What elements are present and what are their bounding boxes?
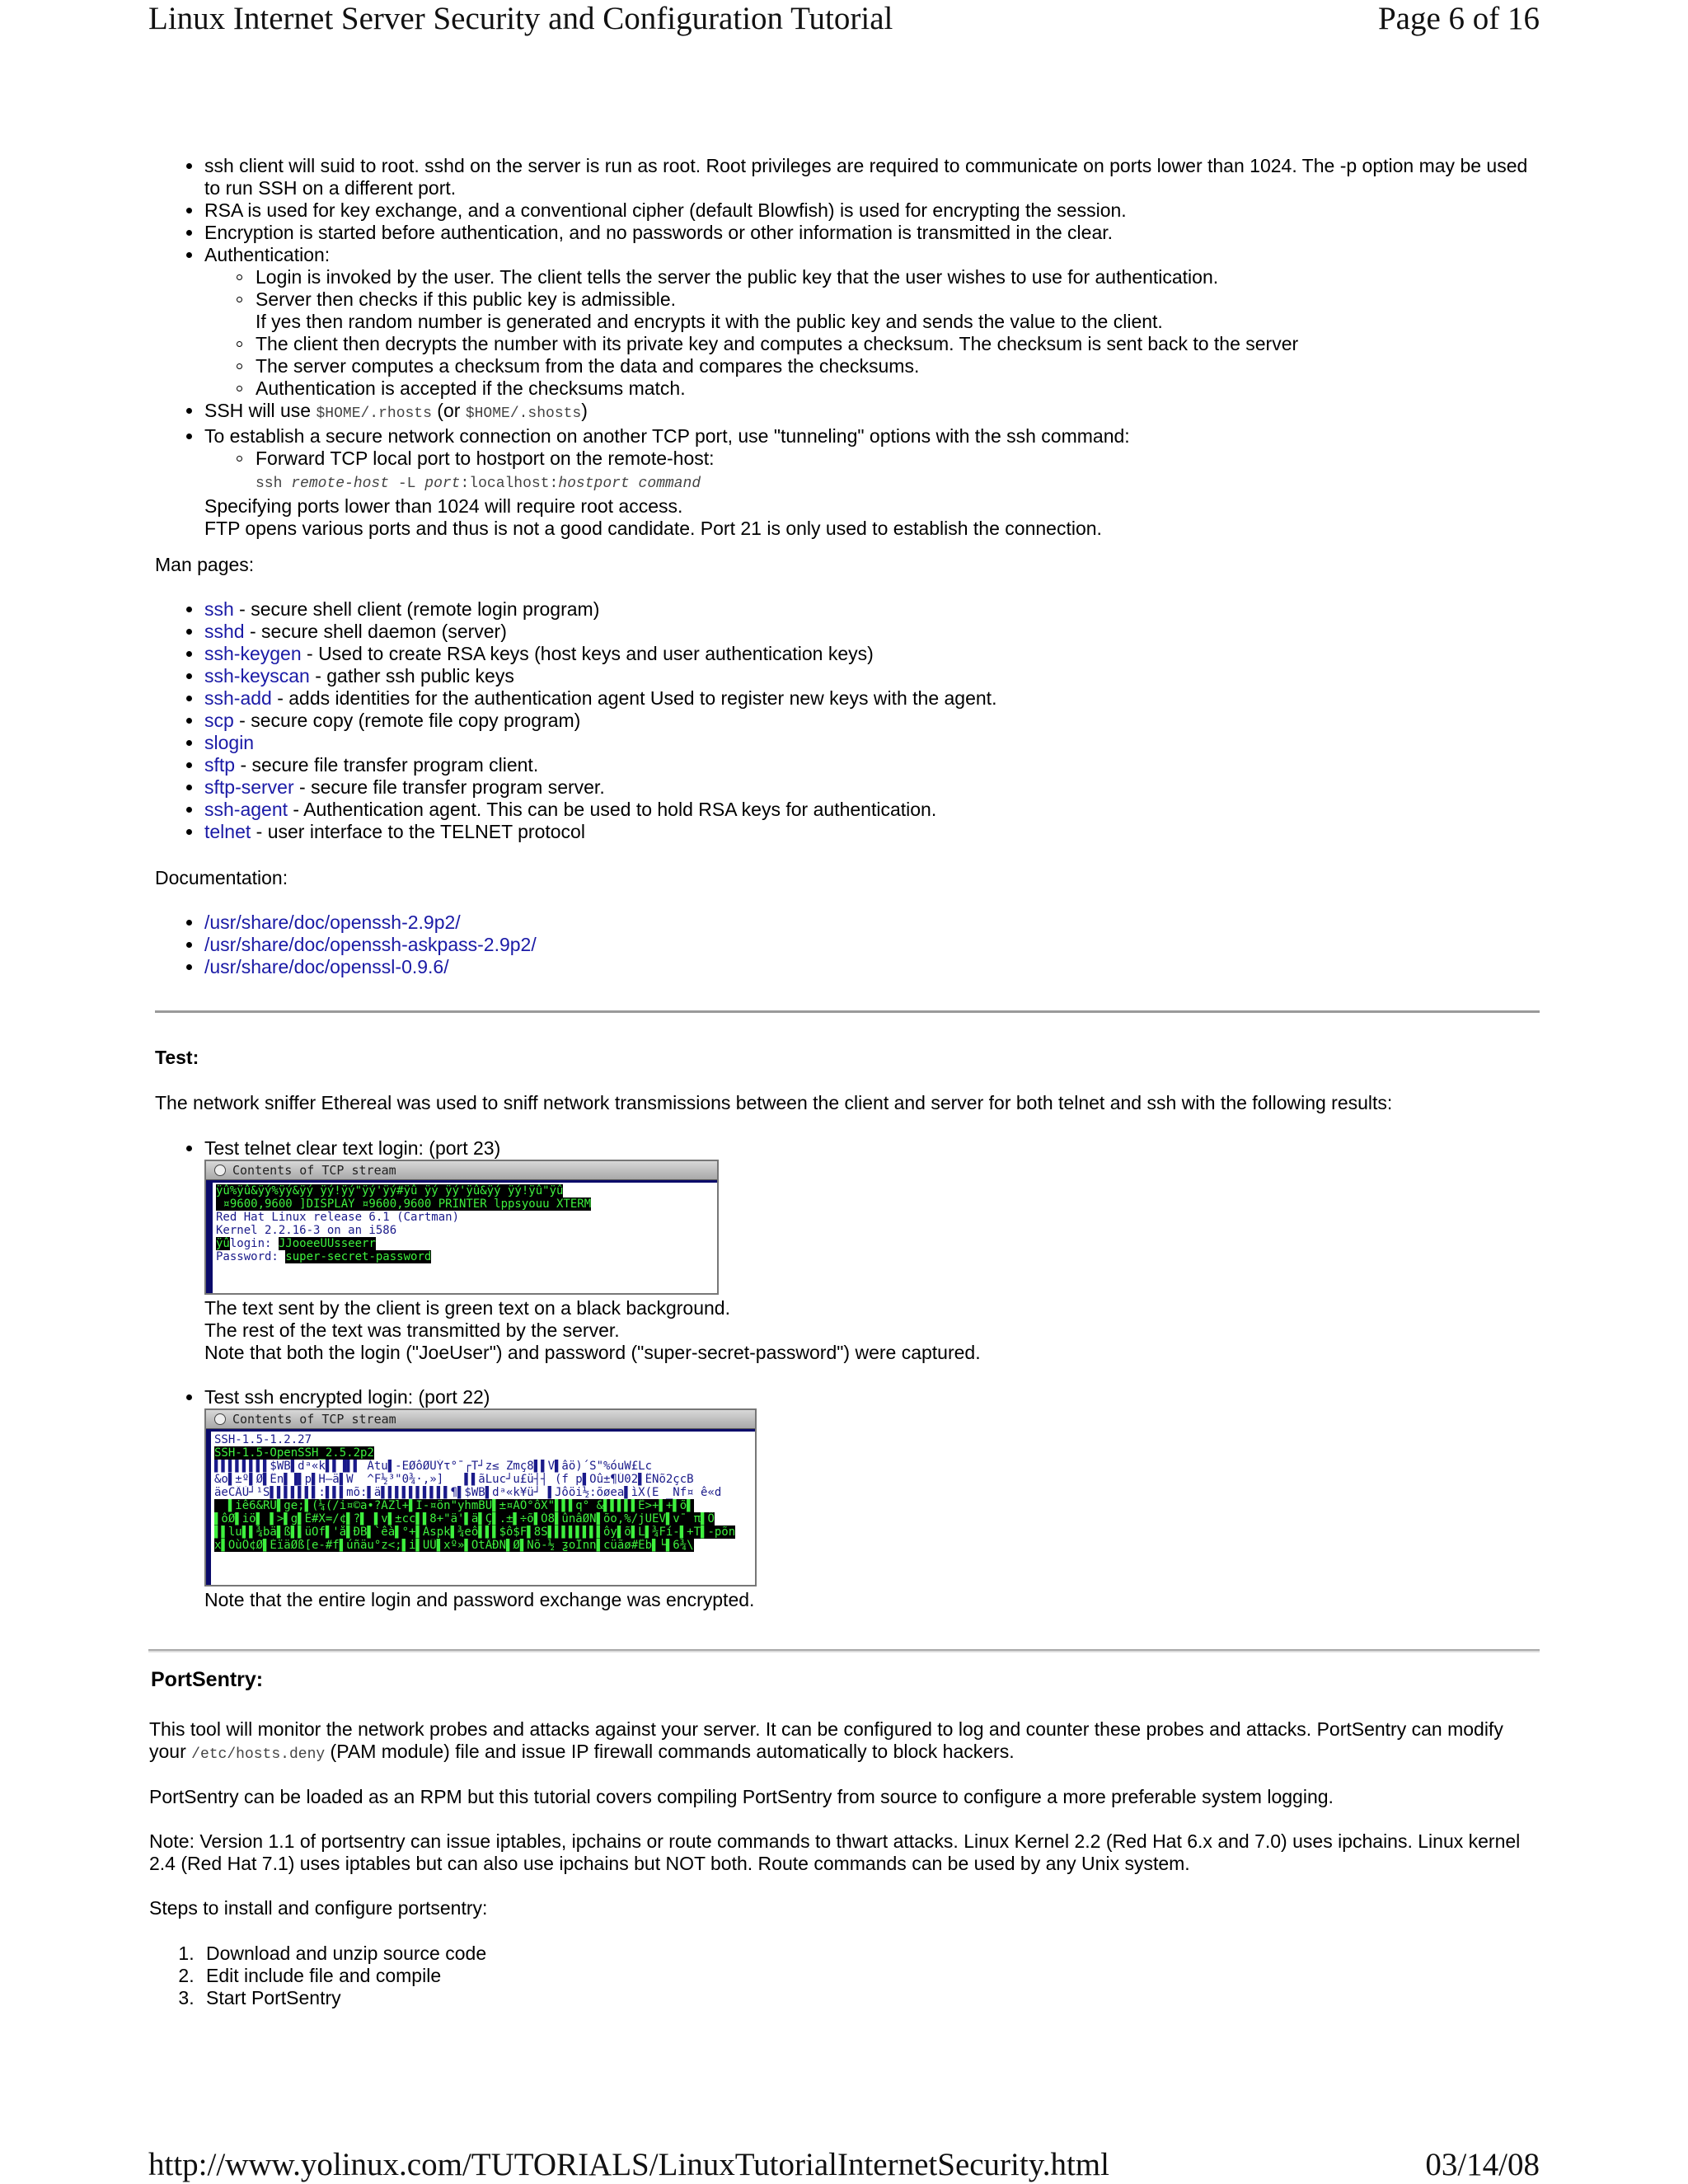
man-page-item xyxy=(204,754,1540,776)
client-text: ÿû%ÿû&ÿý%ÿý&ÿý ÿý!ÿý"ÿý'ÿý#ÿû ÿý ÿý'ÿû&ÿý ÿý!ÿû"ÿû xyxy=(216,1184,564,1197)
server-text: Password: xyxy=(216,1250,286,1263)
ssh-tcp-stream-screenshot xyxy=(204,1408,757,1586)
client-text: ▌iê6&RU▌ge;▌(¼(/i¤©a•?ÃZl+▌I-¤ön"yhmBU▌±¤ÃÔ°ôX"▌▌▌q° &▌▌▌▌▌Ê>+▌+▌õ▌ xyxy=(214,1499,694,1512)
page-number: Page 6 of 16 xyxy=(1377,1,1540,36)
man-page-item xyxy=(204,665,1540,687)
command-part: ssh xyxy=(256,476,292,492)
sublist-item-text: Login is invoked by the user. The client tells the server the public key that the user wishes to use for authentication. xyxy=(256,266,1219,288)
client-text: ¤9600,9600 ]DISPLAY ¤9600,9600 PRINTER lppsyouu XTERM xyxy=(216,1197,592,1211)
paragraph: FTP opens various ports and thus is not a good candidate. Port 21 is only used to establish the connection. xyxy=(204,518,1102,539)
list-item xyxy=(204,222,1540,244)
sublist-item-text: The server computes a checksum from the data and compares the checksums. xyxy=(256,355,920,377)
stream-line xyxy=(214,1526,752,1539)
window-titlebar xyxy=(206,1410,755,1429)
tunnel-command xyxy=(256,476,701,492)
man-pages-heading: Man pages: xyxy=(155,554,255,575)
window-title: Contents of TCP stream xyxy=(232,1412,396,1427)
window-titlebar xyxy=(206,1161,717,1180)
client-text: ▌ôØ▌iö▌ ▌>▌g▌Ë#X=/¢▌?▌ ▌v▌±cc▌▌8+"ä'▌ä▌Ç▌.±▌÷õ▌Ó8▌ûnâØN▌õo,%/jUEV▌v¯ π▌Ô xyxy=(214,1512,715,1526)
command-part: -L xyxy=(389,476,425,492)
stream-line: Kernel 2.2.16-3 on an i586 xyxy=(216,1224,397,1237)
man-page-desc: - gather ssh public keys xyxy=(309,665,514,687)
man-link-telnet[interactable]: telnet xyxy=(204,821,251,842)
man-page-item xyxy=(204,732,1540,754)
step-text: Download and unzip source code xyxy=(206,1943,487,1964)
portsentry-paragraph-1 xyxy=(149,1718,1542,1766)
doc-item xyxy=(204,956,1540,978)
man-page-item xyxy=(204,643,1540,665)
telnet-test xyxy=(204,1137,1540,1160)
section-divider xyxy=(155,1010,1540,1013)
list-item-text: RSA is used for key exchange, and a conventional cipher (default Blowfish) is used for encrypting the session. xyxy=(204,199,1127,221)
ssh-notes-section xyxy=(204,155,1540,540)
man-page-desc: - user interface to the TELNET protocol xyxy=(251,821,585,842)
portsentry-paragraph-2: PortSentry can be loaded as an RPM but this tutorial covers compiling PortSentry from source to configure a more preferable system logging. xyxy=(149,1786,1334,1807)
sublist-item-text: Forward TCP local port to hostport on the remote-host: xyxy=(256,448,715,469)
sublist-item xyxy=(256,333,1540,355)
section-divider xyxy=(148,1649,1540,1652)
step-text: Edit include file and compile xyxy=(206,1965,442,1986)
document-title: Linux Internet Server Security and Configuration Tutorial xyxy=(148,1,893,36)
man-page-desc: - secure file transfer program server. xyxy=(293,776,605,798)
paragraph: The text sent by the client is green text on a black background. xyxy=(204,1297,730,1319)
tcp-stream-content xyxy=(213,1183,717,1295)
sublist-item xyxy=(256,377,1540,400)
code-shosts: $HOME/.shosts xyxy=(465,405,582,422)
list-item-text: Authentication: xyxy=(204,244,331,265)
step-text: Start PortSentry xyxy=(206,1987,341,2008)
list-item-text: SSH will use xyxy=(204,400,316,421)
man-page-item xyxy=(204,687,1540,710)
stream-line: Red Hat Linux release 6.1 (Cartman) xyxy=(216,1211,460,1224)
step-item xyxy=(199,1965,486,1987)
man-link-ssh-add[interactable]: ssh-add xyxy=(204,687,272,709)
sublist-item-text: Server then checks if this public key is admissible. xyxy=(256,288,677,310)
stream-line xyxy=(216,1237,714,1250)
list-item-text: To establish a secure network connection on another TCP port, use "tunneling" options with the ssh command: xyxy=(204,425,1130,447)
print-date: 03/14/08 xyxy=(1425,2147,1540,2182)
stream-line xyxy=(214,1539,752,1552)
ssh-note: Note that the entire login and password exchange was encrypted. xyxy=(204,1589,755,1610)
test-heading: Test: xyxy=(155,1047,199,1068)
man-link-sshd[interactable]: sshd xyxy=(204,621,245,642)
list-item-text: (or xyxy=(431,400,466,421)
portsentry-heading: PortSentry: xyxy=(151,1668,264,1691)
man-page-desc: - Authentication agent. This can be used to hold RSA keys for authentication. xyxy=(288,799,937,820)
paragraph-text: (PAM module) file and issue IP firewall commands automatically to block hackers. xyxy=(325,1741,1015,1762)
sublist-item xyxy=(256,355,1540,377)
client-text: ▌▌lu▌▌¾bä▌ß▌▌üÖf▌'å▌ÐB▌`êà▌°+▌Àspk▌¾eô▌▌▌$ô$F▌8S▌▌▌▌▌▌▌▌ôy▌õ▌L▌¾Fí-▌+T▌-põn xyxy=(214,1526,736,1539)
man-link-sftp-server[interactable]: sftp-server xyxy=(204,776,294,798)
list-item-text: Test telnet clear text login: (port 23) xyxy=(204,1137,501,1159)
list-item xyxy=(204,1386,1540,1408)
paragraph-text: This tool will monitor the network probes and attacks against your server. It can be configured to log and counter these probes and attacks. PortSentry can modify your xyxy=(149,1718,1503,1762)
list-item xyxy=(204,199,1540,222)
server-text: login: xyxy=(229,1237,279,1250)
step-item xyxy=(199,1943,486,1965)
steps-list xyxy=(191,1943,486,2009)
man-link-sftp[interactable]: sftp xyxy=(204,754,236,776)
paragraph: The rest of the text was transmitted by the server. xyxy=(204,1319,620,1341)
doc-link-openssh[interactable]: /usr/share/doc/openssh-2.9p2/ xyxy=(204,912,461,933)
man-link-scp[interactable]: scp xyxy=(204,710,234,731)
stream-line xyxy=(216,1197,714,1211)
list-item xyxy=(204,425,1540,540)
step-item xyxy=(199,1987,486,2009)
stream-line: ▌▌▌▌▌▌▌▌$WB▌dᵃ«k▌▌▐▌▌ Átu▌-EØôØUÝτ°¯┌T┘z≤ Zmç8▌▌V▌âö)´S"%óuW£Lc xyxy=(214,1460,653,1473)
telnet-tcp-stream-screenshot xyxy=(204,1160,719,1295)
man-pages-section xyxy=(204,598,1540,843)
list-item-text: Test ssh encrypted login: (port 22) xyxy=(204,1386,490,1408)
man-page-item xyxy=(204,598,1540,621)
sublist-item xyxy=(256,266,1540,288)
window-title: Contents of TCP stream xyxy=(232,1163,396,1178)
doc-item xyxy=(204,912,1540,934)
stream-line xyxy=(216,1250,714,1263)
client-text: JJooeeUUsseerr xyxy=(278,1237,376,1250)
page-url: http://www.yolinux.com/TUTORIALS/LinuxTutorialInternetSecurity.html xyxy=(148,2147,1109,2182)
stream-line xyxy=(216,1184,714,1197)
man-link-slogin[interactable]: slogin xyxy=(204,732,255,753)
man-page-desc: - secure file transfer program client. xyxy=(235,754,539,776)
ssh-test xyxy=(204,1386,1540,1408)
sublist-item-text: Authentication is accepted if the checksums match. xyxy=(256,377,686,399)
list-item xyxy=(204,244,1540,400)
man-page-item xyxy=(204,776,1540,799)
test-intro: The network sniffer Ethereal was used to sniff network transmissions between the client and server for both telnet and ssh with the following results: xyxy=(155,1092,1393,1113)
stream-line xyxy=(214,1446,752,1460)
command-part: :localhost: xyxy=(460,476,559,492)
window-menu-icon xyxy=(214,1165,226,1176)
man-page-item xyxy=(204,710,1540,732)
man-link-ssh-keyscan[interactable]: ssh-keyscan xyxy=(204,665,310,687)
stream-line xyxy=(214,1499,752,1512)
doc-link-openssl[interactable]: /usr/share/doc/openssl-0.9.6/ xyxy=(204,956,449,977)
client-text: ÿû xyxy=(216,1237,230,1250)
list-item-text: ) xyxy=(581,400,588,421)
paragraph: Specifying ports lower than 1024 will require root access. xyxy=(204,495,683,517)
sublist-item-text: The client then decrypts the number with its private key and computes a checksum. The checksum is sent back to the server xyxy=(256,333,1299,354)
list-item xyxy=(204,400,1540,425)
code-hosts-deny: /etc/hosts.deny xyxy=(191,1746,326,1763)
man-page-desc: - Used to create RSA keys (host keys and user authentication keys) xyxy=(301,643,874,664)
sublist-item-text: If yes then random number is generated and encrypts it with the public key and sends the value to the client. xyxy=(256,311,1163,332)
doc-link-openssh-askpass[interactable]: /usr/share/doc/openssh-askpass-2.9p2/ xyxy=(204,934,537,955)
list-item-text: Encryption is started before authentication, and no passwords or other information is transmitted in the clear. xyxy=(204,222,1114,243)
sublist-item xyxy=(256,448,1540,495)
command-part: port xyxy=(424,476,461,492)
man-link-ssh-agent[interactable]: ssh-agent xyxy=(204,799,288,820)
tcp-stream-content xyxy=(211,1432,755,1586)
paragraph: Note that both the login ("JoeUser") and password ("super-secret-password") were captured. xyxy=(204,1342,981,1363)
client-text: SSH-1.5-OpenSSH_2.5.2p2 xyxy=(214,1446,374,1460)
doc-item xyxy=(204,934,1540,956)
man-page-desc: - secure shell client (remote login program) xyxy=(233,598,600,620)
telnet-notes xyxy=(204,1297,981,1364)
man-page-desc: - secure copy (remote file copy program) xyxy=(233,710,581,731)
stream-line: &o▌±º▌Ø▌Ên▌▐▌p▌H–ä▌W ^F½³"0¾·,»] ▌▌ãLuc┘u£ü┤┤ (f p▌Öû±¶Ú02▌ÊNõ2çcB xyxy=(214,1473,694,1486)
man-link-ssh-keygen[interactable]: ssh-keygen xyxy=(204,643,302,664)
code-rhosts: $HOME/.rhosts xyxy=(316,405,432,422)
client-text: super-secret-password xyxy=(285,1250,432,1263)
documentation-section xyxy=(204,912,1540,978)
man-page-desc: - secure shell daemon (server) xyxy=(244,621,507,642)
man-page-item xyxy=(204,821,1540,843)
stream-line: SSH-1.5-1.2.27 xyxy=(214,1433,312,1446)
client-text: x▌ÖùÔ¢Ø▌ÉïäØß[e-#f▌úñäu°z<;▌i▌UÛ▌xº»▌ÖtÂÐN▌Ø▌Nõ-½ ƺoÏnn▌cüãø#Ëb▌└▌6¾\ xyxy=(214,1539,694,1552)
man-page-desc: - adds identities for the authentication agent Used to register new keys with the agent. xyxy=(271,687,997,709)
portsentry-paragraph-3: Note: Version 1.1 of portsentry can issue iptables, ipchains or route commands to thwart attacks. Linux Kernel 2.2 (Red Hat 6.x and 7.0) uses ipchains. Linux kernel 2.4 (Red Hat 7.1) uses iptables but can also use ipchains but NOT both. Route commands can be used by any Unix system. xyxy=(149,1830,1521,1874)
list-item-text: ssh client will suid to root. sshd on the server is run as root. Root privileges are required to communicate on ports lower than 1024. The -p option may be used to run SSH on a different port. xyxy=(204,155,1528,199)
man-link-ssh[interactable]: ssh xyxy=(204,598,234,620)
man-page-item xyxy=(204,621,1540,643)
stream-line: äeCÂÙ┘¹S▌▌▌▌▌▌▌:▌▌▌mõ:▌ä▌▌▌▌▌▌▌▌▌▌¶▌$WB▌dᵃ«k¥ü┘ ▌Jôöi½:õøea▌ìX(E _Nf¤ ê«d xyxy=(214,1486,722,1499)
list-item xyxy=(204,1137,1540,1160)
command-part: remote-host xyxy=(291,476,390,492)
stream-line xyxy=(214,1512,752,1526)
sublist-item xyxy=(256,288,1540,333)
steps-heading: Steps to install and configure portsentry: xyxy=(149,1897,488,1919)
command-part: hostport command xyxy=(558,476,701,492)
list-item xyxy=(204,155,1540,199)
documentation-heading: Documentation: xyxy=(155,867,288,888)
window-menu-icon xyxy=(214,1413,226,1425)
man-page-item xyxy=(204,799,1540,821)
